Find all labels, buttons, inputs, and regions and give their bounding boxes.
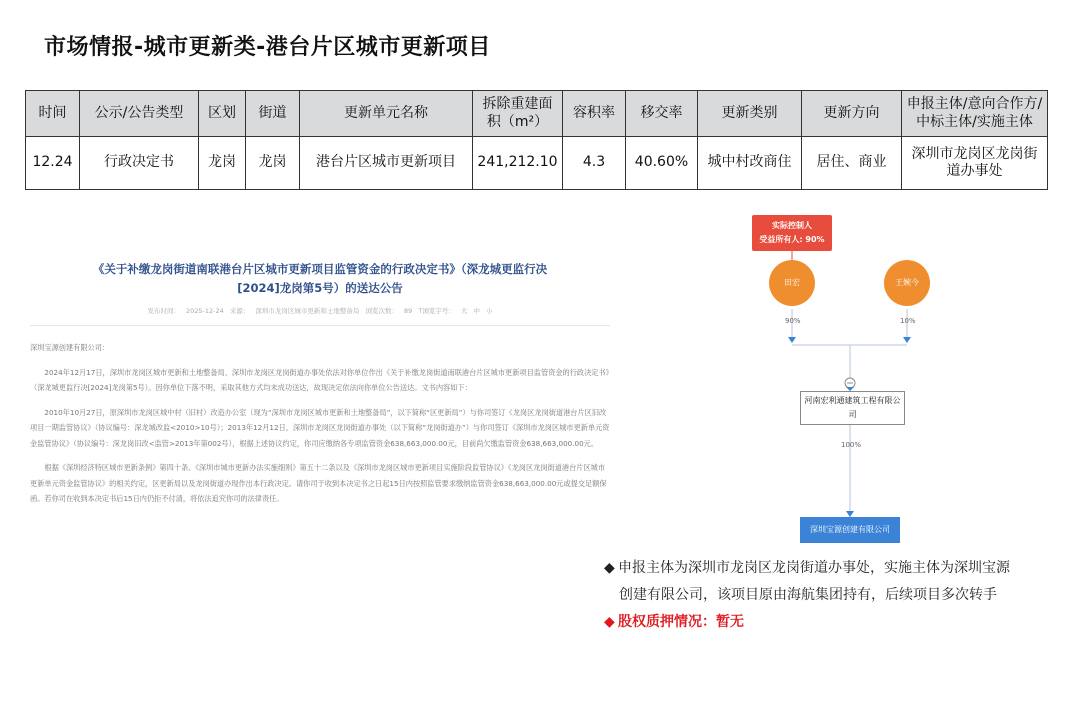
header-category: 更新类别 bbox=[698, 91, 802, 137]
equity-pledge-note: 股权质押情况：暂无 bbox=[618, 614, 744, 630]
shareholder-1-arrow bbox=[788, 337, 796, 343]
shareholder-1-pct: 90% bbox=[785, 317, 801, 325]
diamond-bullet-icon: ◆ bbox=[604, 560, 615, 576]
target-company-node[interactable]: 深圳宝源创建有限公司 bbox=[800, 517, 900, 543]
shareholder-2-pct: 10% bbox=[900, 317, 916, 325]
header-notice-type: 公示/公告类型 bbox=[80, 91, 199, 137]
header-unit-name: 更新单元名称 bbox=[300, 91, 473, 137]
cell-handover-rate: 40.60% bbox=[626, 137, 698, 190]
cell-time: 12.24 bbox=[26, 137, 80, 190]
ownership-chart-lines bbox=[700, 205, 1020, 555]
shareholder-1-node[interactable]: 田宏 bbox=[769, 260, 815, 306]
shareholder-2-node[interactable]: 王婉今 bbox=[884, 260, 930, 306]
info-table bbox=[25, 90, 1048, 190]
cell-notice-type: 行政决定书 bbox=[80, 137, 199, 190]
header-subject: 申报主体/意向合作方/中标主体/实施主体 bbox=[902, 91, 1048, 137]
notes bbox=[604, 555, 1044, 636]
notice-paragraph-2: 2010年10月27日，原深圳市龙岗区城中村（旧村）改造办公室（现为“深圳市龙岗区城市更新和土地整备局”，以下简称“区更新局”）与你司签订《龙岗区龙岗街道港台片区旧改项目一期监管协议》（协议编号：深龙城改监<2010>10号）；2013年12月12日，深圳市龙岗区龙岗街道办事处（以下简称“龙岗街道办”）与你司签订《深圳市龙岗区城市更新单元资金监管协议》（协议编号：深龙岗旧改<监管>2013年第002号），根据上述协议约定，你司应缴纳各专项监管资金638,663,000.00元，目前尚欠缴监管资金638,663,000.00元。 bbox=[30, 407, 610, 448]
diamond-bullet-icon: ◆ bbox=[604, 614, 615, 630]
cell-plot-ratio: 4.3 bbox=[563, 137, 626, 190]
cell-direction: 居住、商业 bbox=[802, 137, 902, 190]
notice-title-line-2: [2024]龙岗第5号）的送达公告 bbox=[237, 281, 403, 295]
notice-title bbox=[30, 260, 610, 298]
header-area: 拆除重建面积（m²） bbox=[473, 91, 563, 137]
header-handover-rate: 移交率 bbox=[626, 91, 698, 137]
controller-badge-line-2: 受益所有人: 90% bbox=[759, 235, 825, 244]
notice-title-line-1: 《关于补缴龙岗街道南联港台片区城市更新项目监管资金的行政决定书》（深龙城更监行决 bbox=[92, 262, 548, 276]
notice-meta: 发布时间： 2025-12-24 来源： 深圳市龙岗区城市更新和土地整备局 浏览次数： 89 T浏览字号： 大 中 小 bbox=[147, 307, 493, 315]
notice-salutation: 深圳宝源创建有限公司： bbox=[30, 343, 110, 352]
cell-street: 龙岗 bbox=[246, 137, 300, 190]
header-plot-ratio: 容积率 bbox=[563, 91, 626, 137]
header-district: 区划 bbox=[199, 91, 246, 137]
cell-area: 241,212.10 bbox=[473, 137, 563, 190]
ownership-chart bbox=[700, 205, 1020, 555]
header-street: 街道 bbox=[246, 91, 300, 137]
notice-divider bbox=[30, 325, 610, 326]
note-2 bbox=[604, 609, 1044, 636]
cell-category: 城中村改商住 bbox=[698, 137, 802, 190]
controller-badge-line-1: 实际控制人 bbox=[772, 221, 812, 230]
note-1-line-2: 创建有限公司，该项目原由海航集团持有，后续项目多次转手 bbox=[619, 587, 997, 603]
cell-subject: 深圳市龙岗区龙岗街道办事处 bbox=[902, 137, 1048, 190]
header-time: 时间 bbox=[26, 91, 80, 137]
shareholder-2-arrow bbox=[903, 337, 911, 343]
cell-unit-name: 港台片区城市更新项目 bbox=[300, 137, 473, 190]
notice-paragraph-1: 2024年12月17日，深圳市龙岗区城市更新和土地整备局、深圳市龙岗区龙岗街道办事处依法对你单位作出《关于补缴龙岗街道南联港台片区城市更新项目监管资金的行政决定书》（深龙城更监行决[2024]龙岗第5号）。因你单位下落不明，采取其他方式均未成功送达，故现决定依法向你单位公告送达。文书内容如下： bbox=[30, 367, 610, 392]
table-row bbox=[26, 137, 1048, 190]
table-header-row bbox=[26, 91, 1048, 137]
intermediate-company-node[interactable]: 河南宏利通建筑工程有限公司 bbox=[800, 391, 905, 425]
intermediate-pct: 100% bbox=[841, 441, 862, 449]
page-title: 市场情报-城市更新类-港台片区城市更新项目 bbox=[44, 35, 491, 60]
note-1-line-1: 申报主体为深圳市龙岗区龙岗街道办事处，实施主体为深圳宝源 bbox=[618, 560, 1010, 576]
notice-document bbox=[30, 260, 610, 516]
note-1 bbox=[604, 555, 1044, 609]
header-direction: 更新方向 bbox=[802, 91, 902, 137]
notice-paragraph-3: 根据《深圳经济特区城市更新条例》第四十条、《深圳市城市更新办法实施细则》第五十二条以及《深圳市龙岗区城市更新项目实施阶段监管协议》《龙岗区龙岗街道港台片区城市更新单元资金监管协议》的相关约定，区更新局以及龙岗街道办现作出本行政决定。请你司于收到本决定书之日起15日内按照监管要求缴纳监管资金638,663,000.00元或提交足额保函。若你司在收到本决定书后15日内仍拒不付清，将依法追究你司的法律责任。 bbox=[30, 463, 607, 503]
cell-district: 龙岗 bbox=[199, 137, 246, 190]
controller-badge bbox=[752, 215, 832, 251]
